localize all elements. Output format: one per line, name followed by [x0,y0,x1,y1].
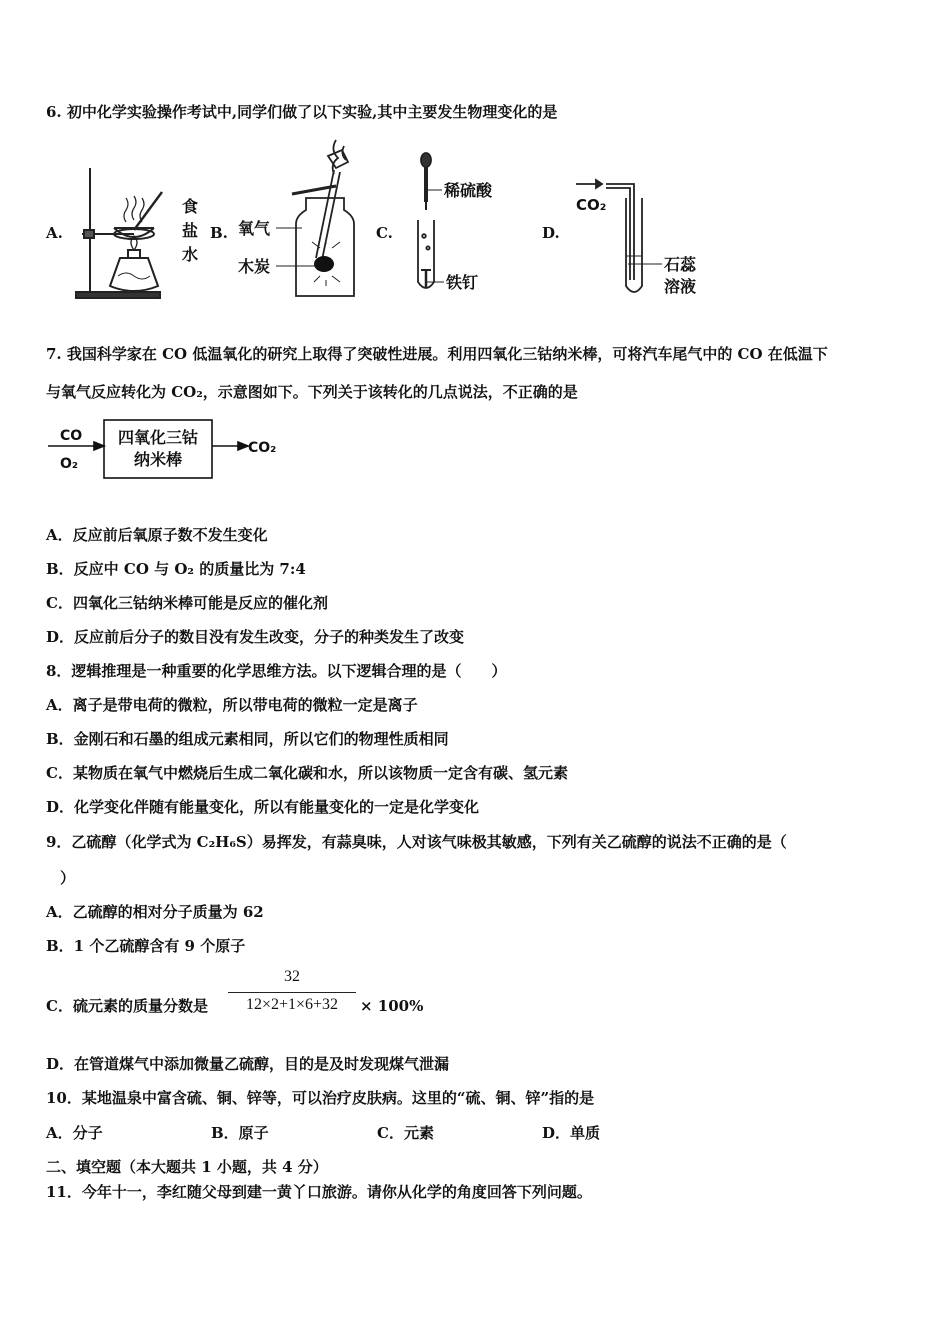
q9-option-b[interactable]: B．1 个乙硫醇含有 9 个原子 [46,937,246,955]
q6-figure-b-label-oxygen: 氧气 [238,219,271,238]
q10-option-b[interactable]: B．原子 [211,1124,269,1142]
q6-figure-a-label-2: 盐 [182,221,199,240]
q7-reaction-diagram [44,416,294,482]
q9-option-c-suffix: × 100% [360,997,424,1015]
q6-figure-c-acid-and-nail [404,150,514,300]
section-2-heading: 二、填空题（本大题共 1 小题，共 4 分） [46,1158,328,1176]
q7-diagram-box-line-2: 纳米棒 [133,450,183,469]
q6-figure-d-label-co2: CO₂ [576,196,607,214]
q9-option-d[interactable]: D．在管道煤气中添加微量乙硫醇，目的是及时发现煤气泄漏 [46,1055,450,1073]
q6-option-d-letter[interactable]: D. [542,224,560,242]
q9-stem-line-2: ） [60,869,76,887]
q6-figure-b-charcoal-in-oxygen [236,136,366,302]
q6-figure-a-evaporation [70,150,210,302]
q7-stem-line-2: 与氧气反应转化为 CO₂，示意图如下。下列关于该转化的几点说法，不正确的是 [46,383,578,401]
q6-figure-d-co2-into-litmus [570,172,720,302]
q6-figure-d-label-litmus-1: 石蕊 [664,255,697,274]
q6-figure-c-label-nail: 铁钉 [446,273,479,292]
q9-option-c-prefix[interactable]: C．硫元素的质量分数是 [46,997,208,1015]
q10-option-d[interactable]: D．单质 [542,1124,601,1142]
q6-figure-c-label-acid: 稀硫酸 [444,181,493,200]
q7-diagram-input-o2: O₂ [60,456,79,472]
q8-option-c[interactable]: C．某物质在氧气中燃烧后生成二氧化碳和水，所以该物质一定含有碳、氢元素 [46,764,568,782]
q11-stem: 11．今年十一，李红随父母到建一黄丫口旅游。请你从化学的角度回答下列问题。 [46,1183,592,1201]
q6-figure-a-label-3: 水 [182,245,199,264]
q9-option-a[interactable]: A．乙硫醇的相对分子质量为 62 [46,903,264,921]
q10-option-a[interactable]: A．分子 [46,1124,103,1142]
q7-diagram-input-co: CO [60,428,83,444]
q8-option-a[interactable]: A．离子是带电荷的微粒，所以带电荷的微粒一定是离子 [46,696,418,714]
q6-stem: 6. 初中化学实验操作考试中,同学们做了以下实验,其中主要发生物理变化的是 [46,103,558,121]
q9-option-c-numerator: 32 [284,968,300,985]
q7-option-c[interactable]: C．四氧化三钴纳米棒可能是反应的催化剂 [46,594,328,612]
q7-option-d[interactable]: D．反应前后分子的数目没有发生改变，分子的种类发生了改变 [46,628,465,646]
q10-option-c[interactable]: C．元素 [377,1124,434,1142]
q7-diagram-box-line-1: 四氧化三钴 [117,428,199,447]
q9-stem-line-1: 9．乙硫醇（化学式为 C₂H₆S）易挥发，有蒜臭味，人对该气味极其敏感，下列有关乙硫醇的说法不正确的是（ [46,833,787,851]
q6-option-a-letter[interactable]: A. [46,224,63,242]
q7-option-b[interactable]: B．反应中 CO 与 O₂ 的质量比为 7:4 [46,560,306,578]
q10-stem: 10．某地温泉中富含硫、铜、锌等，可以治疗皮肤病。这里的“硫、铜、锌”指的是 [46,1089,595,1107]
q6-figure-b-label-charcoal: 木炭 [238,257,271,276]
q6-option-c-letter[interactable]: C. [376,224,393,242]
q6-figure-a-label-1: 食 [182,197,199,216]
q8-option-d[interactable]: D．化学变化伴随有能量变化，所以有能量变化的一定是化学变化 [46,798,480,816]
q6-option-b-letter[interactable]: B. [210,224,228,242]
q7-diagram-output-co2: CO₂ [248,440,277,456]
q8-stem: 8．逻辑推理是一种重要的化学思维方法。以下逻辑合理的是（ ） [46,662,507,680]
q7-option-a[interactable]: A．反应前后氧原子数不发生变化 [46,526,268,544]
q6-figure-d-label-litmus-2: 溶液 [664,277,697,296]
q9-option-c-fraction-bar [228,992,356,993]
q7-stem-line-1: 7. 我国科学家在 CO 低温氧化的研究上取得了突破性进展。利用四氧化三钴纳米棒，可将汽车尾气中的 CO 在低温下 [46,345,828,363]
q9-option-c-denominator: 12×2+1×6+32 [245,996,339,1013]
q8-option-b[interactable]: B．金刚石和石墨的组成元素相同，所以它们的物理性质相同 [46,730,449,748]
